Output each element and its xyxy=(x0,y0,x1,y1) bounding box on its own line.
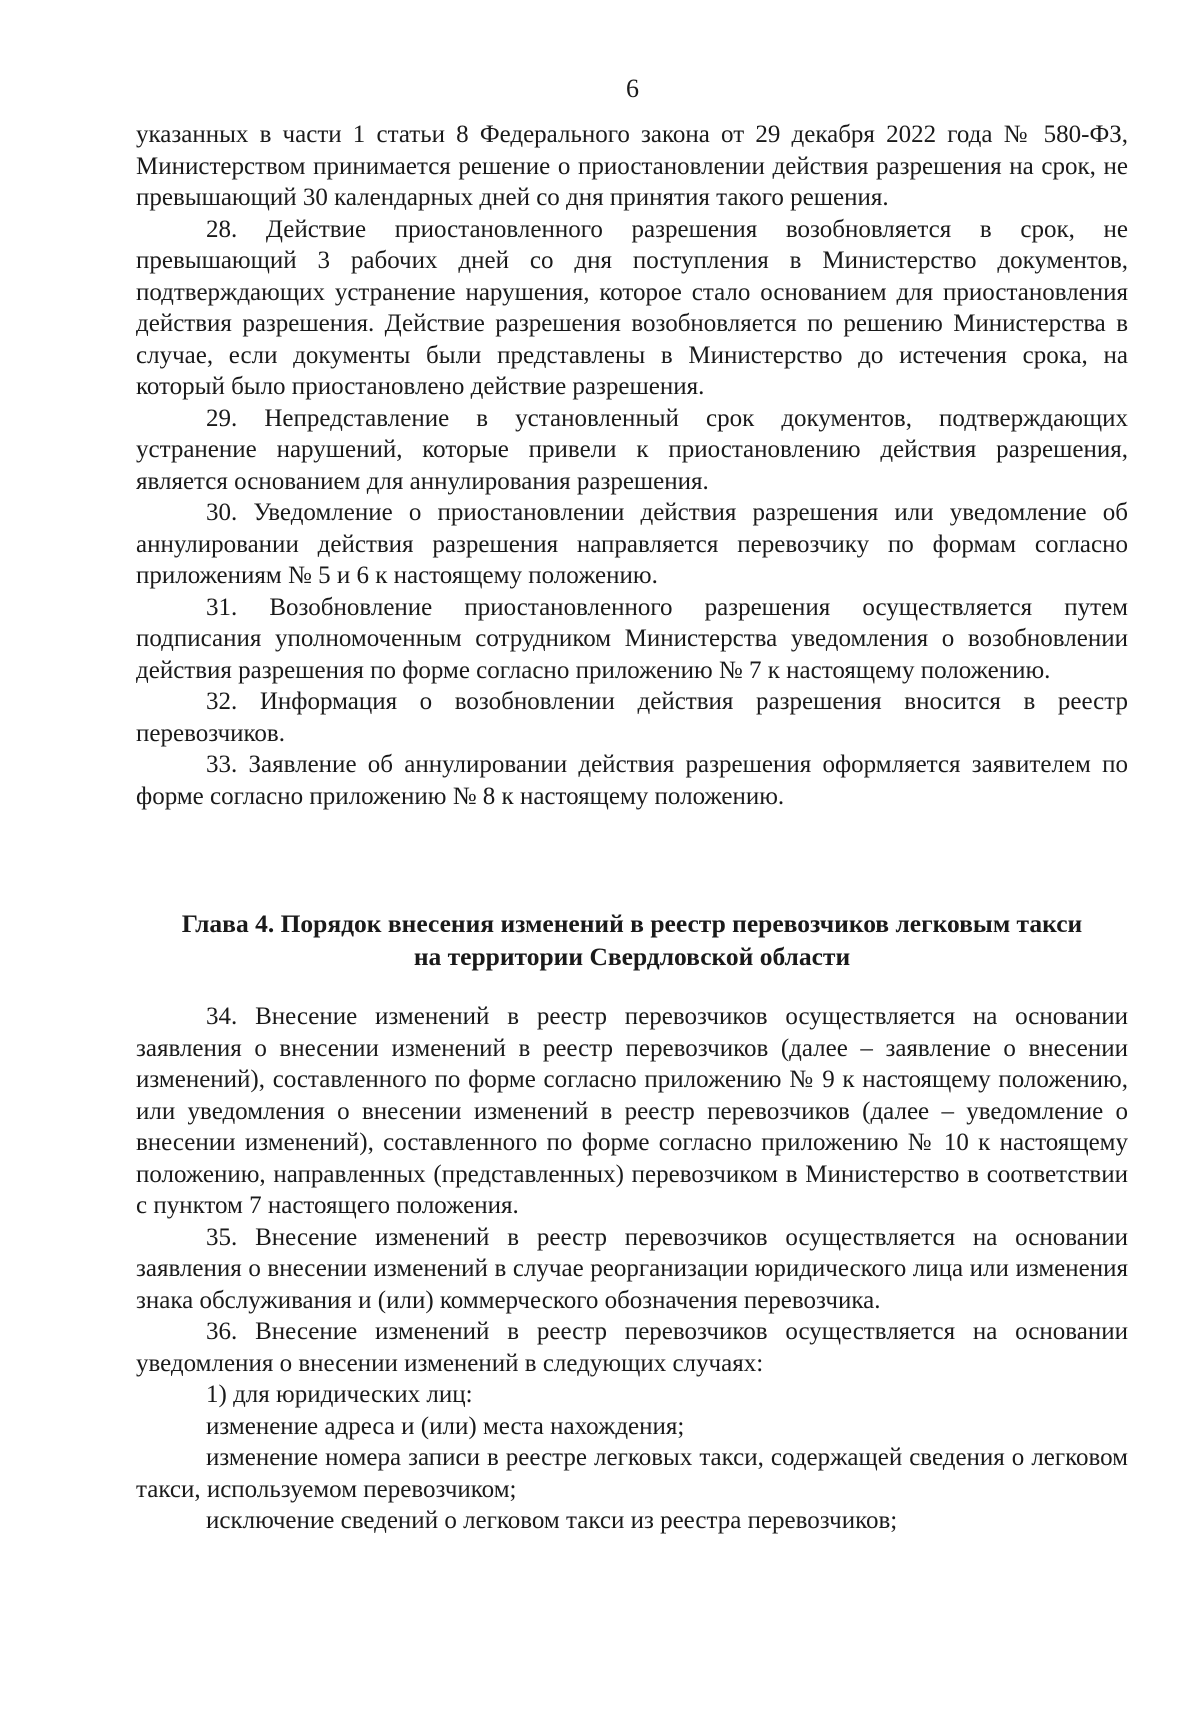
paragraph-continuation: указанных в части 1 статьи 8 Федерального закона от 29 декабря 2022 года № 580-ФЗ, Министерством принимается решение о приостановлении действия разрешения на срок, не превышающий 30 календарных дней со дня принятия такого решения. xyxy=(136,121,1128,211)
paragraph-29: 29. Непредставление в установленный срок документов, подтверждающих устранение нарушений, которые привели к приостановлению действия разрешения, является основанием для аннулирования разрешения. xyxy=(136,404,1128,495)
paragraph-31: 31. Возобновление приостановленного разрешения осуществляется путем подписания уполномоченным сотрудником Министерства уведомления о возобновлении действия разрешения по форме согласно приложению № 7 к настоящему положению. xyxy=(136,593,1128,684)
paragraph-33: 33. Заявление об аннулировании действия разрешения оформляется заявителем по форме согласно приложению № 8 к настоящему положению. xyxy=(136,751,1128,810)
text-block-bottom xyxy=(136,1001,1128,1537)
chapter-heading xyxy=(136,907,1128,973)
paragraph-30: 30. Уведомление о приостановлении действия разрешения или уведомление об аннулировании действия разрешения направляется перевозчику по формам согласно приложениям № 5 и 6 к настоящему положению. xyxy=(136,499,1128,589)
paragraph-36-item-1: 1) для юридических лиц: xyxy=(206,1381,473,1408)
paragraph-36: 36. Внесение изменений в реестр перевозчиков осуществляется на основании уведомления о внесении изменений в следующих случаях: xyxy=(136,1318,1128,1377)
paragraph-36-item-record-number: изменение номера записи в реестре легковых такси, содержащей сведения о легковом такси, используемом перевозчиком; xyxy=(136,1444,1128,1503)
paragraph-36-item-address: изменение адреса и (или) места нахождения; xyxy=(206,1412,685,1440)
chapter-heading-line-1: Глава 4. Порядок внесения изменений в реестр перевозчиков легковым такси xyxy=(181,909,1083,938)
paragraph-36-item-exclusion: исключение сведений о легковом такси из реестра перевозчиков; xyxy=(206,1507,898,1534)
text-block-top xyxy=(136,119,1128,812)
paragraph-28: 28. Действие приостановленного разрешения возобновляется в срок, не превышающий 3 рабочих дней со дня поступления в Министерство документов, подтверждающих устранение нарушения, которое стало основанием для приостановления действия разрешения. Действие разрешения возобновляется по решению Министерства в случае, если документы были представлены в Министерство до истечения срока, на который было приостановлено действие разрешения. xyxy=(136,215,1128,400)
chapter-heading-line-2: на территории Свердловской области xyxy=(413,942,851,971)
paragraph-34: 34. Внесение изменений в реестр перевозчиков осуществляется на основании заявления о внесении изменений в реестр перевозчиков (далее – заявление о внесении изменений), составленного по форме согласно приложению № 9 к настоящему положению, или уведомления о внесении изменений в реестр перевозчиков (далее – уведомление о внесении изменений), составленного по форме согласно приложению № 10 к настоящему положению, направленных (представленных) перевозчиком в Министерство в соответствии с пунктом 7 настоящего положения. xyxy=(136,1003,1128,1219)
paragraph-35: 35. Внесение изменений в реестр перевозчиков осуществляется на основании заявления о внесении изменений в случае реорганизации юридического лица или изменения знака обслуживания и (или) коммерческого обозначения перевозчика. xyxy=(136,1223,1128,1314)
page-number: 6 xyxy=(626,74,639,103)
paragraph-32: 32. Информация о возобновлении действия разрешения вносится в реестр перевозчиков. xyxy=(136,688,1128,747)
